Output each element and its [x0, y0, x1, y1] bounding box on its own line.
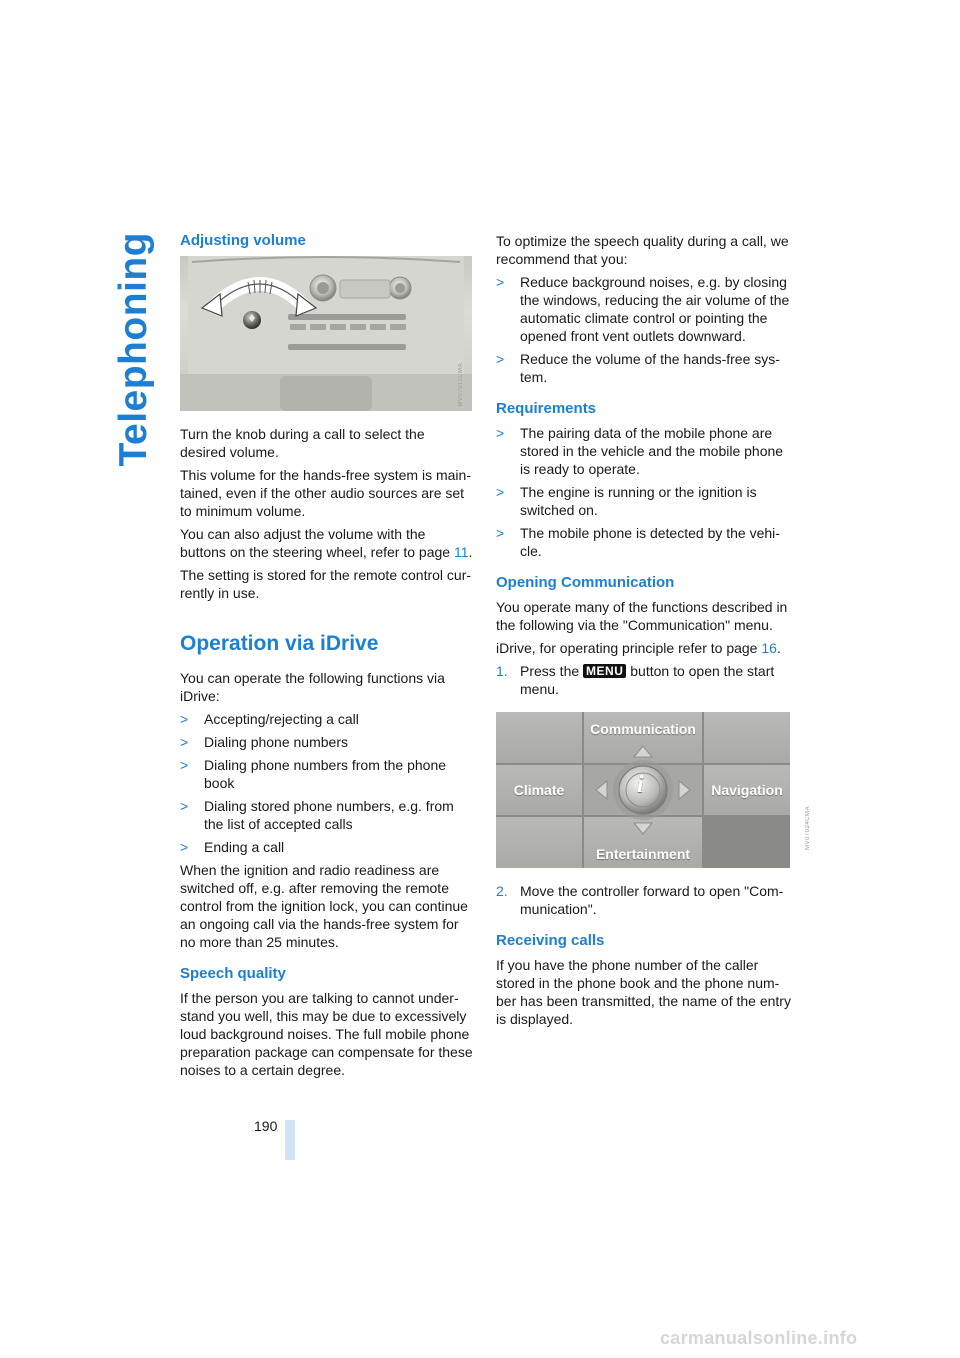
page-number: 190	[254, 1118, 278, 1134]
menu-label-climate: Climate	[513, 782, 565, 798]
heading-speech-quality: Speech quality	[180, 965, 286, 982]
volume-knob-figure	[180, 256, 472, 411]
list-item: > Ending a call	[180, 839, 285, 855]
text: You can also adjust the volume with the buttons on the steering wheel, refer to page	[180, 526, 454, 560]
figure-code: MV07024CMA	[805, 806, 811, 851]
bullet-marker: >	[180, 734, 189, 750]
list-item: > Dialing phone numbers	[180, 734, 348, 750]
paragraph: This volume for the hands-free system is main-tained, even if the other audio sources are set to minimum volume.	[180, 467, 471, 519]
menu-label-communication: Communication	[590, 721, 696, 737]
heading-adjusting-volume: Adjusting volume	[180, 232, 306, 249]
heading-receiving-calls: Receiving calls	[496, 932, 605, 949]
bullet-marker: >	[496, 525, 505, 541]
page-number-bar	[285, 1120, 295, 1160]
heading-requirements: Requirements	[496, 400, 597, 417]
figure-code: MV07011CMA	[458, 363, 464, 407]
paragraph: If the person you are talking to cannot under-stand you well, this may be due to excessively loud background noises. The full mobile phone preparation package can compensate for these noises to a certain degree.	[180, 990, 473, 1078]
speech-tips-list	[496, 273, 792, 386]
paragraph: The setting is stored for the remote control cur-rently in use.	[180, 567, 472, 601]
heading-operation-via-idrive: Operation via iDrive	[180, 632, 379, 655]
paragraph: You operate many of the functions described in the following via the "Communication" menu.	[496, 599, 788, 633]
left-column	[180, 232, 474, 1084]
menu-label-entertainment: Entertainment	[595, 846, 691, 862]
idrive-start-menu-figure	[496, 712, 790, 868]
info-i-icon: i	[637, 772, 644, 798]
bullet-marker: >	[496, 484, 505, 500]
list-item: > The pairing data of the mobile phone are stored in the vehicle and the mobile phone is ready to operate.	[496, 425, 784, 477]
page-reference-link[interactable]: 16	[761, 640, 777, 656]
step-number: 2.	[496, 883, 508, 899]
list-item: > Dialing phone numbers from the phone book	[180, 757, 447, 791]
bullet-marker: >	[180, 711, 189, 727]
steps-list	[496, 662, 792, 698]
bullet-marker: >	[496, 425, 505, 441]
step-number: 1.	[496, 663, 508, 679]
steps-list	[496, 882, 792, 918]
list-item: > The mobile phone is detected by the vehi-cle.	[496, 525, 780, 559]
step-item: 2. Move the controller forward to open "Com-munication".	[496, 883, 784, 917]
bullet-marker: >	[180, 839, 189, 855]
list-item: > Reduce background noises, e.g. by closing the windows, reducing the air volume of the automatic climate control or pointing the opened front vent outlets downward.	[496, 274, 790, 344]
menu-button-icon: MENU	[583, 664, 626, 678]
heading-opening-communication: Opening Communication	[496, 574, 675, 591]
menu-label-navigation: Navigation	[711, 782, 783, 798]
paragraph: You can operate the following functions via iDrive:	[180, 670, 445, 704]
watermark: carmanualsonline.info	[660, 1328, 858, 1348]
list-item: > Dialing stored phone numbers, e.g. from the list of accepted calls	[180, 798, 454, 832]
paragraph-with-page-ref: iDrive, for operating principle refer to page 16.	[496, 640, 781, 656]
control-panel-illustration	[180, 256, 472, 411]
bullet-marker: >	[496, 351, 505, 367]
list-item: > Accepting/rejecting a call	[180, 711, 359, 727]
paragraph: To optimize the speech quality during a call, we recommend that you:	[496, 233, 789, 267]
chapter-title: Telephoning	[112, 232, 155, 467]
step-item: 1. Press the MENU button to open the start menu.	[496, 663, 775, 697]
bullet-marker: >	[180, 757, 189, 773]
paragraph: If you have the phone number of the caller stored in the phone book and the phone num-ber has been transmitted, the name of the entry is displayed.	[496, 957, 791, 1027]
list-item: > The engine is running or the ignition is switched on.	[496, 484, 757, 518]
function-list	[180, 710, 474, 856]
right-column	[496, 232, 792, 1033]
paragraph-with-page-ref	[180, 525, 474, 561]
requirements-list	[496, 424, 792, 560]
page-reference-link[interactable]: 11	[453, 544, 469, 560]
text: .	[468, 544, 473, 560]
bullet-marker: >	[180, 798, 189, 814]
paragraph: Turn the knob during a call to select the desired volume.	[180, 426, 425, 460]
list-item: > Reduce the volume of the hands-free sys-tem.	[496, 351, 780, 385]
paragraph: When the ignition and radio readiness are switched off, e.g. after removing the remote control from the ignition lock, you can continue an ongoing call via the hands-free system for no more than 25 minutes.	[180, 862, 468, 950]
bullet-marker: >	[496, 274, 505, 290]
